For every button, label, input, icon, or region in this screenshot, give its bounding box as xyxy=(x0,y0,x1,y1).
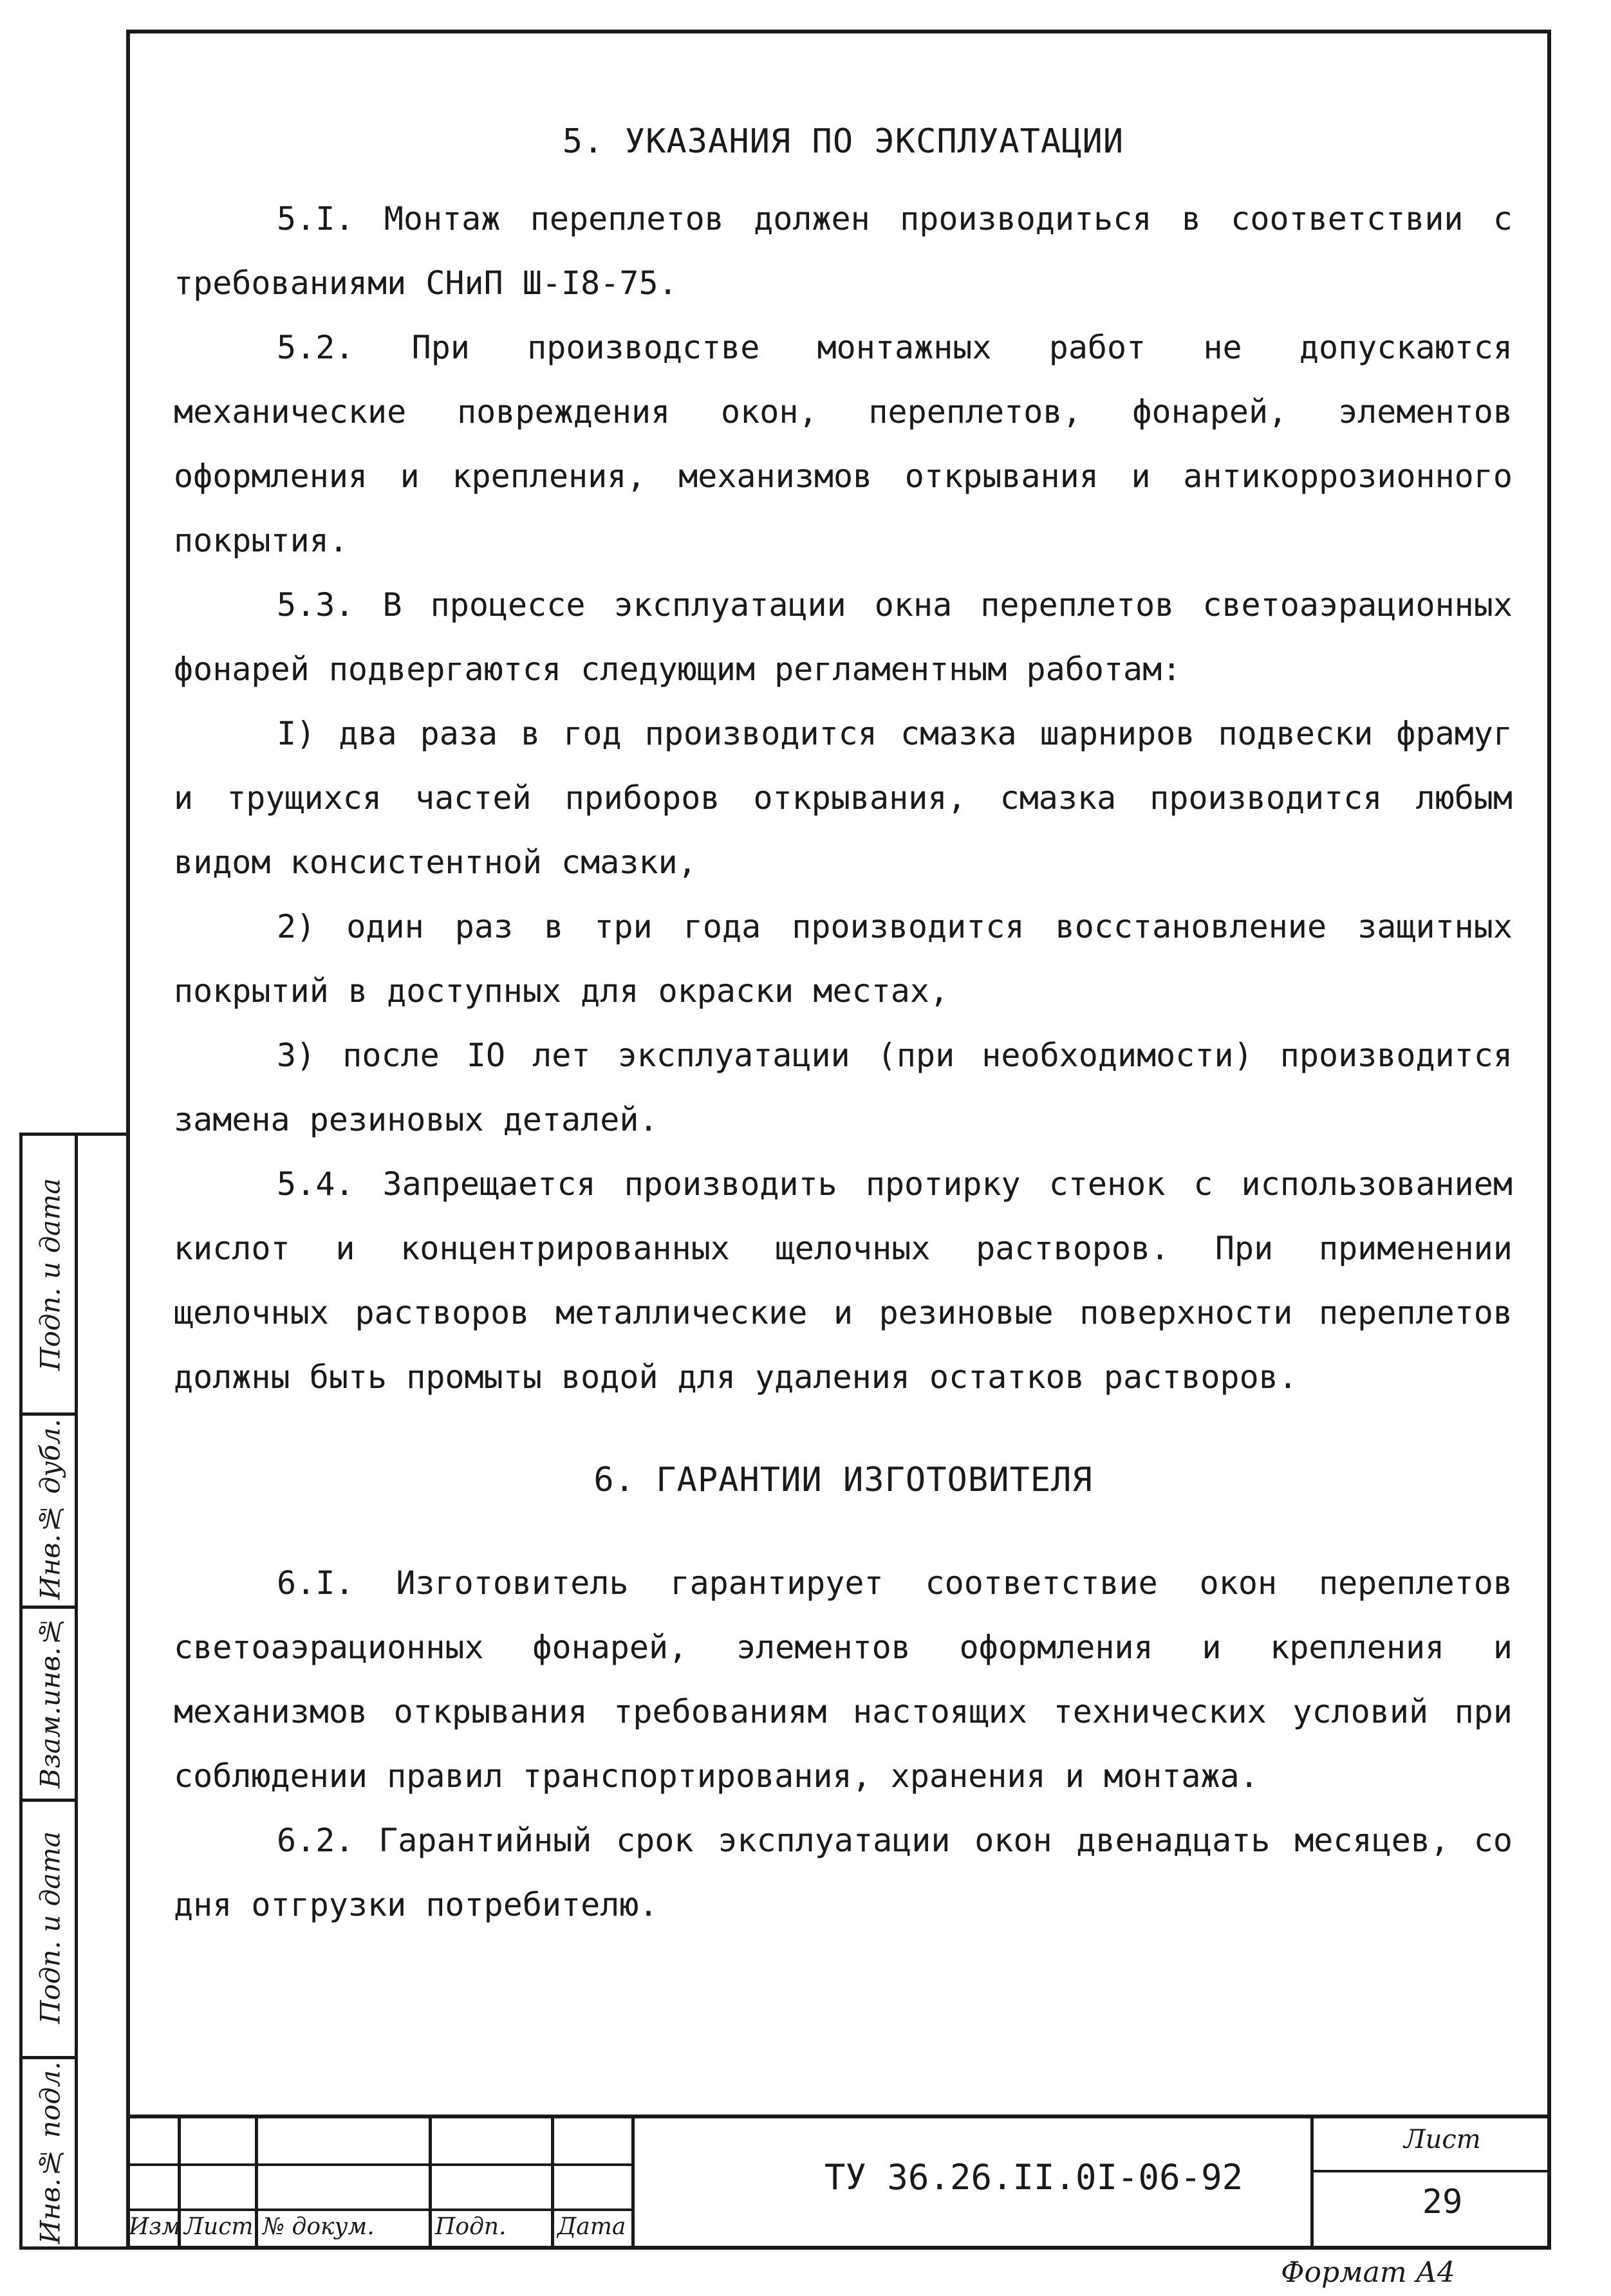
header-doc-number: № докум. xyxy=(263,2214,375,2240)
strip-label-sign-date: Подп. и дата xyxy=(34,1178,66,1371)
title-block xyxy=(126,2115,1551,2250)
strip-label-inv-orig: Инв.№ подл. xyxy=(34,2061,66,2244)
paragraph-6-1: 6.I. Изготовитель гарантирует соответствие окон переплетов светоаэрационных фонарей, элементов оформления и крепления и механизмов открывания требованиям настоящих технических условий при соблюдении правил транспортирования, хранения и монтажа. xyxy=(174,1564,1513,1795)
paragraph-5-1: 5.I. Монтаж переплетов должен производиться в соответствии с требованиями СНиП Ш-I8-75. xyxy=(174,200,1513,302)
document-body xyxy=(174,122,1513,1937)
paragraph-5-3: 5.3. В процессе эксплуатации окна переплетов светоаэрационных фонарей подвергаются следующим регламентным работам: xyxy=(174,586,1513,688)
sheet-label: Лист xyxy=(1404,2125,1481,2154)
list-item-3: 3) после IO лет эксплуатации (при необходимости) производится замена резиновых деталей. xyxy=(174,1037,1513,1138)
paragraph-5-2: 5.2. При производстве монтажных работ не допускаются механические повреждения окон, переплетов, фонарей, элементов оформления и крепления, механизмов открывания и антикоррозионного покрытия. xyxy=(174,329,1513,559)
header-sheet: Лист xyxy=(184,2214,254,2240)
side-stamp-strip xyxy=(19,1133,126,2250)
sheet-number: 29 xyxy=(1422,2183,1463,2221)
list-item-1: I) два раза в год производится смазка шарниров подвески фрамуг и трущихся частей приборов открывания, смазка производится любым видом консистентной смазки, xyxy=(174,715,1513,881)
format-label: Формат А4 xyxy=(1281,2256,1455,2289)
header-change: Изм xyxy=(129,2214,181,2240)
strip-label-inv-dup: Инв.№ дубл. xyxy=(34,1418,66,1600)
section-6-title: 6. ГАРАНТИИ ИЗГОТОВИТЕЛЯ xyxy=(593,1461,1093,1499)
strip-label-replace-inv: Взам.инв.№ xyxy=(34,1615,66,1789)
strip-label-sign-date-2: Подп. и дата xyxy=(34,1831,66,2024)
section-5-title: 5. УКАЗАНИЯ ПО ЭКСПЛУАТАЦИИ xyxy=(562,122,1124,161)
list-item-2: 2) один раз в три года производится восстановление защитных покрытий в доступных для окраски местах, xyxy=(174,908,1513,1010)
paragraph-5-4: 5.4. Запрещается производить протирку стенок с использованием кислот и концентрированных щелочных растворов. При применении щелочных растворов металлические и резиновые поверхности переплетов должны быть промыты водой для удаления остатков растворов. xyxy=(174,1165,1513,1396)
header-date: Дата xyxy=(557,2214,626,2240)
header-signature: Подп. xyxy=(435,2214,507,2240)
paragraph-6-2: 6.2. Гарантийный срок эксплуатации окон двенадцать месяцев, со дня отгрузки потребителю. xyxy=(174,1822,1513,1923)
document-code: ТУ 36.26.II.0I-06-92 xyxy=(824,2157,1243,2198)
